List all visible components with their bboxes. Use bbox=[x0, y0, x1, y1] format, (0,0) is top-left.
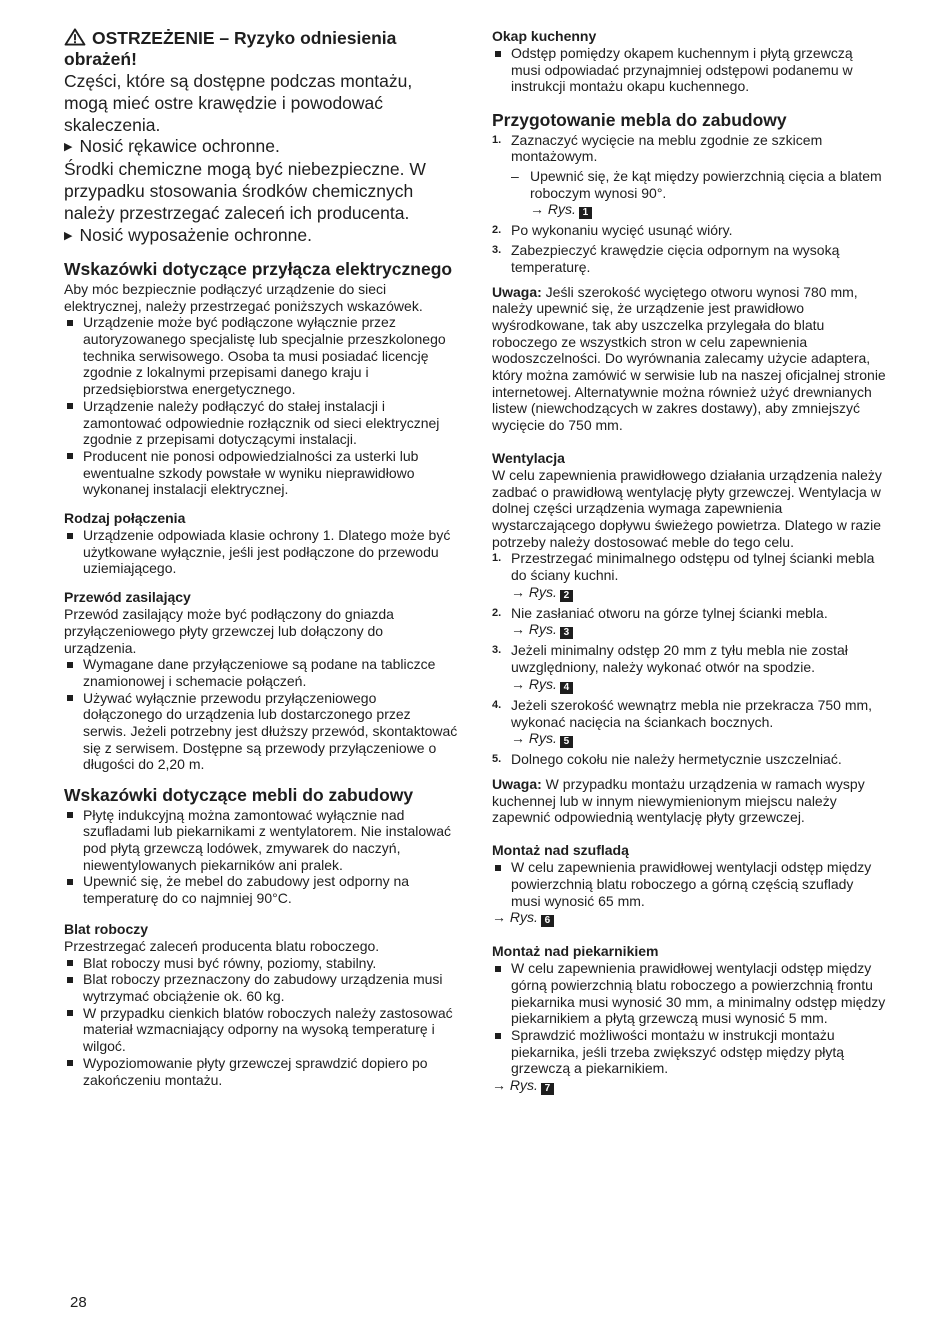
list-item: Urządzenie odpowiada klasie ochrony 1. Dlatego może być użytkowane wyłącznie, jeśli jest podłączone do przewodu uziemiającego. bbox=[64, 527, 458, 577]
list-item: Blat roboczy musi być równy, poziomy, stabilny. bbox=[64, 955, 458, 972]
cable-heading: Przewód zasilający bbox=[64, 589, 191, 606]
dash: – bbox=[511, 168, 519, 185]
figure-number-badge: 6 bbox=[541, 915, 554, 927]
connection-list bbox=[64, 527, 458, 577]
step-number: 2. bbox=[492, 224, 502, 237]
list-item: Producent nie ponosi odpowiedzialności za usterki lub ewentualne szkody powstałe w wyniku nieprawidłowo wykonanej instalacji elektrycznej. bbox=[64, 448, 458, 498]
list-item: Urządzenie należy podłączyć do stałej instalacji i zamontować odpowiednie rozłącznik od sieci elektrycznej zgodnie z przepisami dotyczącymi instalacji. bbox=[64, 398, 458, 448]
furniture-list bbox=[64, 807, 458, 907]
prep-substep: – Upewnić się, że kąt między powierzchnią cięcia a blatem roboczym wynosi 90°. bbox=[511, 168, 882, 201]
prep-steps bbox=[492, 132, 886, 165]
vent-steps bbox=[492, 550, 886, 768]
page-number: 28 bbox=[70, 1294, 87, 1311]
step-number: 1. bbox=[492, 133, 502, 146]
right-column bbox=[492, 28, 886, 1095]
step-number: 5. bbox=[492, 753, 502, 766]
worktop-heading: Blat roboczy bbox=[64, 920, 149, 937]
warning-title: OSTRZEŻENIE – Ryzyko odniesienia obrażeń! bbox=[64, 28, 397, 69]
figure-ref-4: → Rys. 4 bbox=[511, 676, 886, 694]
figure-number-badge: 7 bbox=[541, 1083, 554, 1095]
list-item: Sprawdzić możliwości montażu w instrukcji montażu piekarnika, jeśli trzeba zwiększyć odstęp między płytą grzewczą a piekarnikiem. bbox=[492, 1027, 886, 1077]
list-item: Wypoziomowanie płyty grzewczej sprawdzić dopiero po zakończeniu montażu. bbox=[64, 1055, 458, 1088]
figure-ref-3: → Rys. 3 bbox=[511, 621, 886, 639]
figure-ref-1: → Rys. 1 bbox=[492, 201, 886, 219]
vent-intro: W celu zapewnienia prawidłowego działania urządzenia należy zadbać o prawidłową wentylację płyty grzewczej. Wentylacja w dolnej części urządzenia wymaga zapewnienia wystarczającego dopływu świeżego powietrza. Dlatego w razie potrzeby należy dostosować meble do tego celu. bbox=[492, 466, 882, 550]
figure-ref-2: → Rys. 2 bbox=[511, 584, 886, 602]
figure-number-badge: 5 bbox=[560, 736, 573, 748]
list-item: W celu zapewnienia prawidłowej wentylacji odstęp między górną powierzchnią blatu roboczego a powierzchnią frontu piekarnika musi wynosić 30 mm, a minimalny odstęp między piekarnikiem a płytą grzewczą musi wynosić 5 mm. bbox=[492, 960, 886, 1027]
figure-number-badge: 2 bbox=[560, 590, 573, 602]
hood-heading: Okap kuchenny bbox=[492, 28, 597, 44]
figure-number-badge: 1 bbox=[579, 207, 592, 219]
warning-block bbox=[64, 28, 458, 247]
electrical-intro: Aby móc bezpiecznie podłączyć urządzenie do sieci elektrycznej, należy przestrzegać poniższych wskazówek. bbox=[64, 280, 423, 314]
list-item: W celu zapewnienia prawidłowej wentylacji odstęp między powierzchnią blatu roboczego a górną częścią szuflady musi wynosić 65 mm. bbox=[492, 859, 886, 909]
prep-heading: Przygotowanie mebla do zabudowy bbox=[492, 110, 787, 131]
warning-step-2: ▶ Nosić wyposażenie ochronne. bbox=[64, 224, 312, 245]
vent-note: Uwaga: W przypadku montażu urządzenia w ramach wyspy kuchennej lub w innym niewymienionym miejscu należy zapewnić odpowiednią wentylację płyty grzewczej. bbox=[492, 776, 865, 826]
warning-text-1: Części, które są dostępne podczas montażu, mogą mieć ostre krawędzie i powodować skaleczenia. bbox=[64, 71, 413, 135]
electrical-heading: Wskazówki dotyczące przyłącza elektrycznego bbox=[64, 259, 453, 280]
step-number: 1. bbox=[492, 552, 502, 565]
step-item: 1. Przestrzegać minimalnego odstępu od tylnej ścianki mebla do ściany kuchni. → Rys. 2 bbox=[492, 550, 886, 601]
left-column bbox=[64, 28, 458, 1088]
step-number: 3. bbox=[492, 244, 502, 257]
oven-heading: Montaż nad piekarnikiem bbox=[492, 943, 659, 960]
list-item: Używać wyłącznie przewodu przyłączeniowego dołączonego do urządzenia lub dostarczonego przez serwis. Jeżeli potrzebny jest dłuższy przewód, skontaktować się z serwisem. Dostępne są przewody przyłączeniowe o długości do 2,20 m. bbox=[64, 690, 458, 774]
cable-intro: Przewód zasilający może być podłączony do gniazda przyłączeniowego płyty grzewczej lub dołączony do urządzenia. bbox=[64, 606, 394, 656]
worktop-list bbox=[64, 955, 458, 1089]
step-item: 3. Zabezpieczyć krawędzie cięcia odpornym na wysoką temperaturę. bbox=[492, 242, 840, 275]
furniture-heading: Wskazówki dotyczące mebli do zabudowy bbox=[64, 785, 414, 806]
step-item: 3. Jeżeli minimalny odstęp 20 mm z tyłu mebla nie został uwzględniony, należy wykonać otwór na spodzie. → Rys. 4 bbox=[492, 642, 886, 693]
connection-heading: Rodzaj połączenia bbox=[64, 510, 186, 527]
list-item: Blat roboczy przeznaczony do zabudowy urządzenia musi wytrzymać obciążenie ok. 60 kg. bbox=[64, 971, 458, 1004]
step-number: 2. bbox=[492, 606, 502, 619]
step-item: 1. Zaznaczyć wycięcie na meblu zgodnie ze szkicem montażowym. bbox=[492, 131, 823, 165]
cable-list bbox=[64, 656, 458, 773]
list-item: Urządzenie może być podłączone wyłącznie przez autoryzowanego specjalistę lub specjalnie przeszkolonego technika serwisowego. Osoba ta musi posiadać licencję zgodnie z lokalnymi przepisami danego kraju i przedsiębiorstwa energetycznego. bbox=[64, 314, 458, 398]
figure-number-badge: 3 bbox=[560, 627, 573, 639]
electrical-list bbox=[64, 314, 458, 498]
vent-heading: Wentylacja bbox=[492, 449, 565, 466]
figure-ref-5: → Rys. 5 bbox=[511, 730, 886, 748]
warning-step-1: ▶ Nosić rękawice ochronne. bbox=[64, 136, 280, 157]
warning-text-2: Środki chemiczne mogą być niebezpieczne. W przypadku stosowania środków chemicznych należy przestrzegać zaleceń ich producenta. bbox=[64, 159, 426, 223]
step-item: 4. Jeżeli szerokość wewnątrz mebla nie przekracza 750 mm, wykonać nacięcia na ściankach bocznych. → Rys. 5 bbox=[492, 697, 886, 748]
warning-triangle-icon bbox=[64, 28, 86, 46]
list-item: W przypadku cienkich blatów roboczych należy zastosować materiał wzmacniający odporny na wysoką temperaturę i wilgoć. bbox=[64, 1005, 458, 1055]
hood-list bbox=[492, 45, 886, 95]
list-item: Płytę indukcyjną można zamontować wyłącznie nad szufladami lub piekarnikami z wentylatorem. Nie instalować pod płytą grzewczą lodówek, zmywarek do naczyń, niewentylowanych piekarników ani pralek. bbox=[64, 807, 458, 874]
worktop-intro: Przestrzegać zaleceń producenta blatu roboczego. bbox=[64, 937, 380, 954]
step-item: 5. Dolnego cokołu nie należy hermetycznie uszczelniać. bbox=[492, 751, 842, 768]
oven-list bbox=[492, 960, 886, 1077]
step-item: 2. Nie zasłaniać otworu na górze tylnej ścianki mebla. → Rys. 3 bbox=[492, 605, 886, 640]
step-number: 3. bbox=[492, 644, 502, 657]
step-item: 2. Po wykonaniu wycięć usunąć wióry. bbox=[492, 222, 733, 239]
step-triangle-icon: ▶ bbox=[64, 141, 73, 154]
list-item: Upewnić się, że mebel do zabudowy jest odporny na temperaturę do co najmniej 90°C. bbox=[64, 873, 458, 906]
list-item: Odstęp pomiędzy okapem kuchennym i płytą grzewczą musi odpowiadać przynajmniej odstępowi podanemu w instrukcji montażu okapu kuchennego. bbox=[492, 45, 886, 95]
list-item: Wymagane dane przyłączeniowe są podane na tabliczce znamionowej i schemacie połączeń. bbox=[64, 656, 458, 689]
drawer-heading: Montaż nad szufladą bbox=[492, 842, 629, 859]
figure-ref-7: → Rys. 7 bbox=[492, 1077, 886, 1095]
drawer-list bbox=[492, 859, 886, 909]
prep-steps-cont bbox=[492, 222, 886, 275]
step-number: 4. bbox=[492, 698, 502, 711]
step-triangle-icon: ▶ bbox=[64, 229, 73, 242]
figure-number-badge: 4 bbox=[560, 682, 573, 694]
figure-ref-6: → Rys. 6 bbox=[492, 909, 886, 927]
prep-note: Uwaga: Jeśli szerokość wyciętego otworu wynosi 780 mm, należy upewnić się, że urządzenie jest prawidłowo wyśrodkowane, tak aby uszczelka przylegała do blatu roboczego ze wszystkich stron w celu zapewnienia wodoszczelności. Do wyrównania zalecamy użycie adaptera, który można zamówić w serwisie lub na naszej oficjalnej stronie internetowej. Alternatywnie można również użyć drewnianych listew (niewchodzących w zakres dostawy), aby zmniejszyć wycięcie do 750 mm. bbox=[492, 283, 886, 434]
